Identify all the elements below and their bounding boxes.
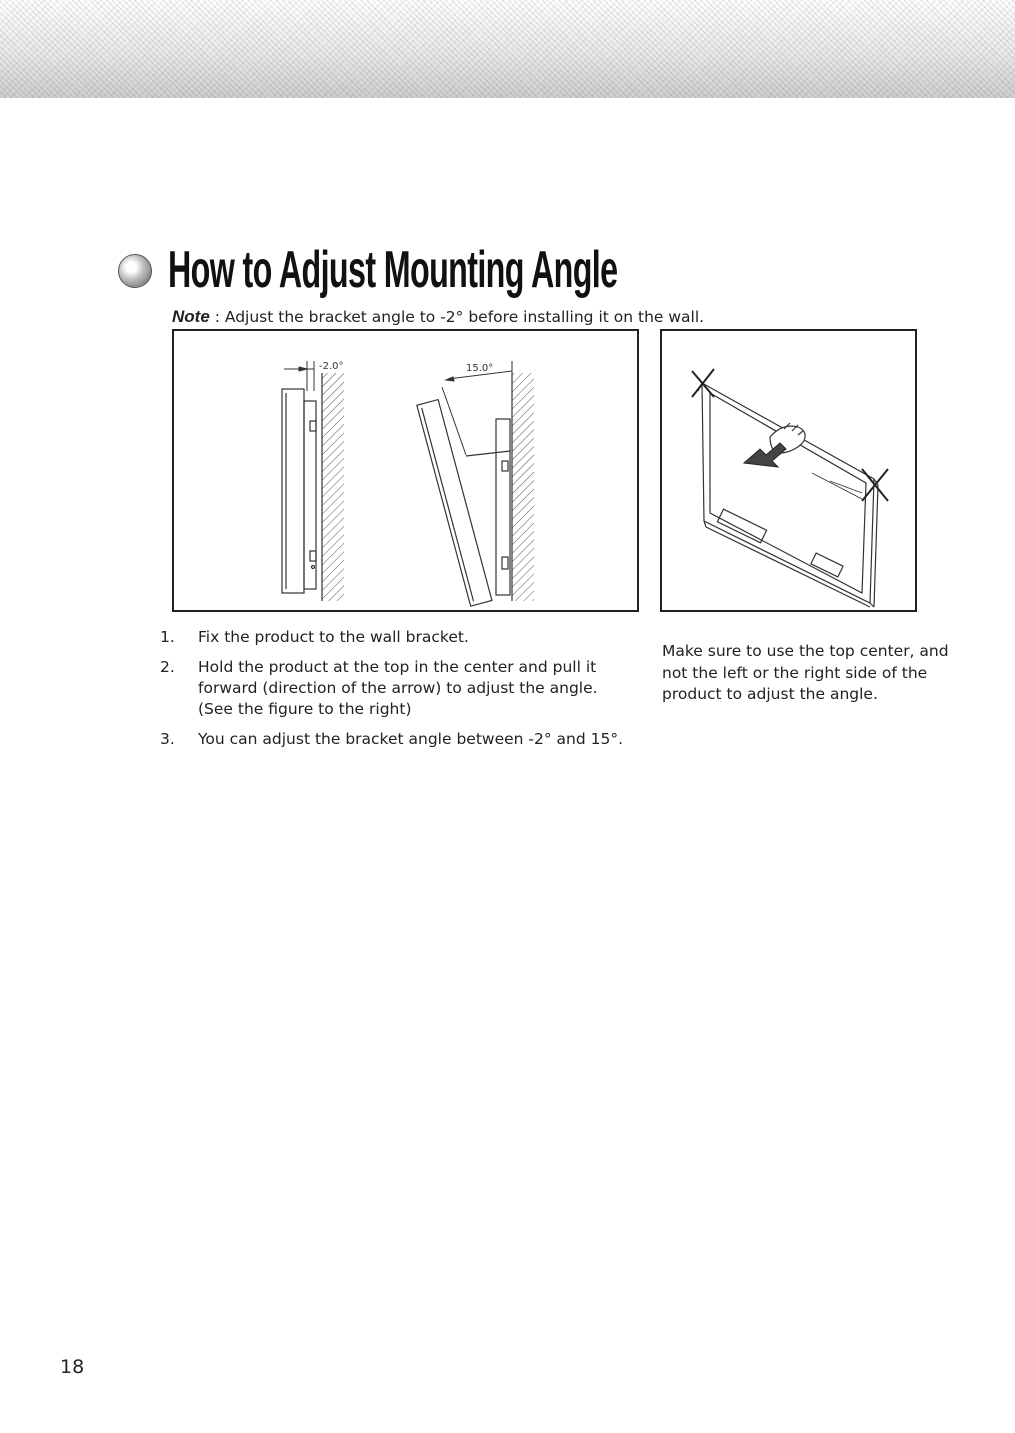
tv-perspective — [698, 383, 878, 607]
step-item — [160, 657, 660, 720]
step-subtext: (See the figure to the right) — [198, 700, 412, 718]
wall-hatch-right — [512, 373, 534, 601]
step-text: You can adjust the bracket angle between -2° and 15°. — [198, 730, 624, 748]
step-text: Fix the product to the wall bracket. — [198, 628, 469, 646]
step-text: Hold the product at the top in the center and pull it forward (direction of the arrow) to adjust the angle. — [198, 658, 598, 697]
note-label: Note — [172, 307, 210, 326]
bracket-angle-figure — [172, 329, 639, 612]
header-pattern-band — [0, 0, 1015, 98]
x-mark-left-corner — [692, 369, 714, 397]
step-number: 2. — [160, 658, 175, 676]
wall-hatch-left — [322, 373, 344, 601]
angle-label-max: 15.0° — [466, 363, 494, 374]
bracket-angle-illustration — [174, 331, 637, 610]
bracket-tilted — [466, 419, 510, 595]
tv-panel-vertical — [282, 389, 316, 593]
instruction-steps — [160, 627, 660, 759]
angle-marker-min — [284, 361, 314, 391]
side-note: Make sure to use the top center, and not the left or the right side of the product to adjust the angle. — [662, 642, 949, 703]
pull-direction-illustration — [662, 331, 915, 610]
pull-direction-figure — [660, 329, 917, 612]
step-text-block — [198, 657, 660, 720]
step-number: 1. — [160, 628, 175, 646]
angle-label-min: -2.0° — [319, 361, 344, 372]
page-title: How to Adjust Mounting Angle — [168, 241, 618, 299]
angle-marker-max — [442, 361, 512, 455]
tv-panel-tilted — [417, 400, 492, 607]
step-item — [160, 627, 660, 648]
note-line — [172, 306, 704, 328]
note-text: : Adjust the bracket angle to -2° before installing it on the wall. — [209, 308, 705, 326]
page-number: 18 — [60, 1356, 85, 1378]
pull-arrow-icon — [744, 443, 786, 467]
section-bullet-icon — [118, 254, 152, 288]
step-item — [160, 729, 660, 750]
step-number: 3. — [160, 730, 175, 748]
